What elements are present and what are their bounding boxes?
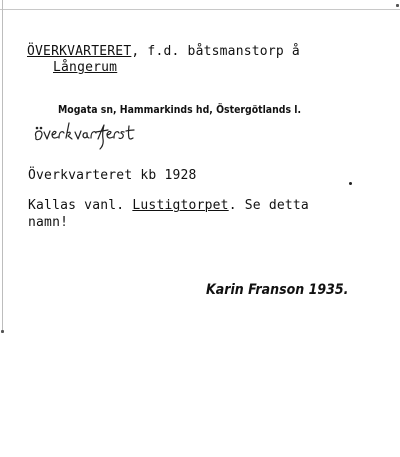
- place-heading: [27, 44, 300, 59]
- handwritten-note: [33, 117, 153, 158]
- place-heading-line2: [53, 60, 117, 75]
- note-line-2: namn!: [28, 215, 69, 230]
- note-prefix: Kallas vanl.: [28, 198, 133, 213]
- handwriting-drawing: [33, 117, 153, 153]
- note-suffix: . Se detta: [228, 198, 309, 213]
- parish-stamp: Mogata sn, Hammarkinds hd, Östergötlands l.: [58, 103, 302, 116]
- farm-name: Långerum: [53, 60, 118, 75]
- card-edge-mark: [396, 4, 399, 7]
- place-description: , f.d. båtsmanstorp å: [131, 44, 300, 59]
- note-line-1: [28, 198, 309, 213]
- card-top-edge: [0, 9, 400, 10]
- signature: Karin Franson 1935.: [206, 282, 349, 298]
- map-reference: Överkvarteret kb 1928: [28, 168, 197, 183]
- place-name: ÖVERKVARTERET: [27, 44, 132, 59]
- stray-dot: [349, 182, 352, 185]
- card-left-edge: [2, 0, 3, 330]
- card-edge-mark: [1, 330, 4, 333]
- note-name: Lustigtorpet: [132, 198, 229, 213]
